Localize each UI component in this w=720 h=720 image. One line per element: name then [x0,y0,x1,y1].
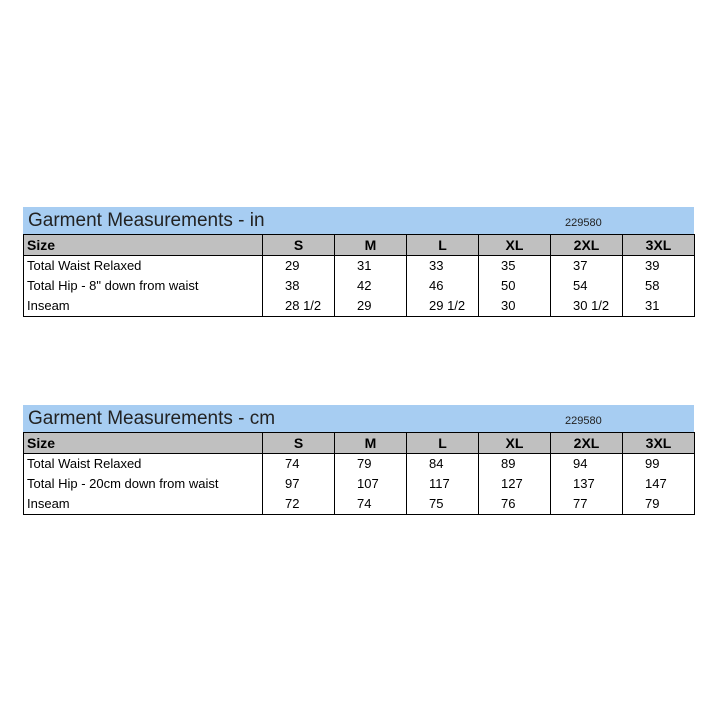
cell-s: 72 [263,494,335,515]
cell-3xl: 31 [623,296,695,317]
cell-m: 42 [335,276,407,296]
row-label: Total Hip - 8" down from waist [24,276,263,296]
header-row [24,235,695,256]
product-code: 229580 [565,415,602,427]
cell-xl: 89 [479,454,551,475]
table-row [24,296,695,317]
row-label: Total Waist Relaxed [24,256,263,277]
cell-s: 29 [263,256,335,277]
cell-xl: 76 [479,494,551,515]
header-row [24,433,695,454]
cell-3xl: 147 [623,474,695,494]
header-3xl: 3XL [623,235,695,256]
table-row [24,454,695,475]
cell-m: 79 [335,454,407,475]
chart-title-bar [23,405,694,432]
header-xl: XL [479,235,551,256]
cell-s: 28 1/2 [263,296,335,317]
header-s: S [263,433,335,454]
cell-m: 29 [335,296,407,317]
row-label: Total Hip - 20cm down from waist [24,474,263,494]
header-size: Size [24,433,263,454]
row-label: Inseam [24,494,263,515]
cell-m: 107 [335,474,407,494]
cell-2xl: 94 [551,454,623,475]
table-row [24,276,695,296]
header-l: L [407,433,479,454]
cell-xl: 35 [479,256,551,277]
table-row [24,494,695,515]
cell-s: 38 [263,276,335,296]
cell-2xl: 30 1/2 [551,296,623,317]
chart-title: Garment Measurements - cm [28,408,276,429]
cell-l: 75 [407,494,479,515]
cell-l: 84 [407,454,479,475]
cell-2xl: 77 [551,494,623,515]
table-row [24,474,695,494]
header-3xl: 3XL [623,433,695,454]
chart-title: Garment Measurements - in [28,210,265,231]
cell-s: 74 [263,454,335,475]
cell-m: 31 [335,256,407,277]
size-chart-inches [23,207,694,317]
size-chart-centimeters [23,405,694,515]
measurements-table [23,432,695,515]
cell-xl: 127 [479,474,551,494]
cell-m: 74 [335,494,407,515]
cell-3xl: 58 [623,276,695,296]
row-label: Total Waist Relaxed [24,454,263,475]
header-2xl: 2XL [551,433,623,454]
header-xl: XL [479,433,551,454]
row-label: Inseam [24,296,263,317]
header-size: Size [24,235,263,256]
cell-l: 33 [407,256,479,277]
cell-l: 46 [407,276,479,296]
cell-2xl: 54 [551,276,623,296]
header-s: S [263,235,335,256]
header-m: M [335,235,407,256]
cell-xl: 30 [479,296,551,317]
cell-l: 29 1/2 [407,296,479,317]
header-2xl: 2XL [551,235,623,256]
cell-2xl: 137 [551,474,623,494]
header-l: L [407,235,479,256]
cell-3xl: 39 [623,256,695,277]
cell-3xl: 79 [623,494,695,515]
measurements-table [23,234,695,317]
cell-s: 97 [263,474,335,494]
table-row [24,256,695,277]
cell-l: 117 [407,474,479,494]
cell-2xl: 37 [551,256,623,277]
chart-title-bar [23,207,694,234]
header-m: M [335,433,407,454]
cell-xl: 50 [479,276,551,296]
product-code: 229580 [565,217,602,229]
cell-3xl: 99 [623,454,695,475]
